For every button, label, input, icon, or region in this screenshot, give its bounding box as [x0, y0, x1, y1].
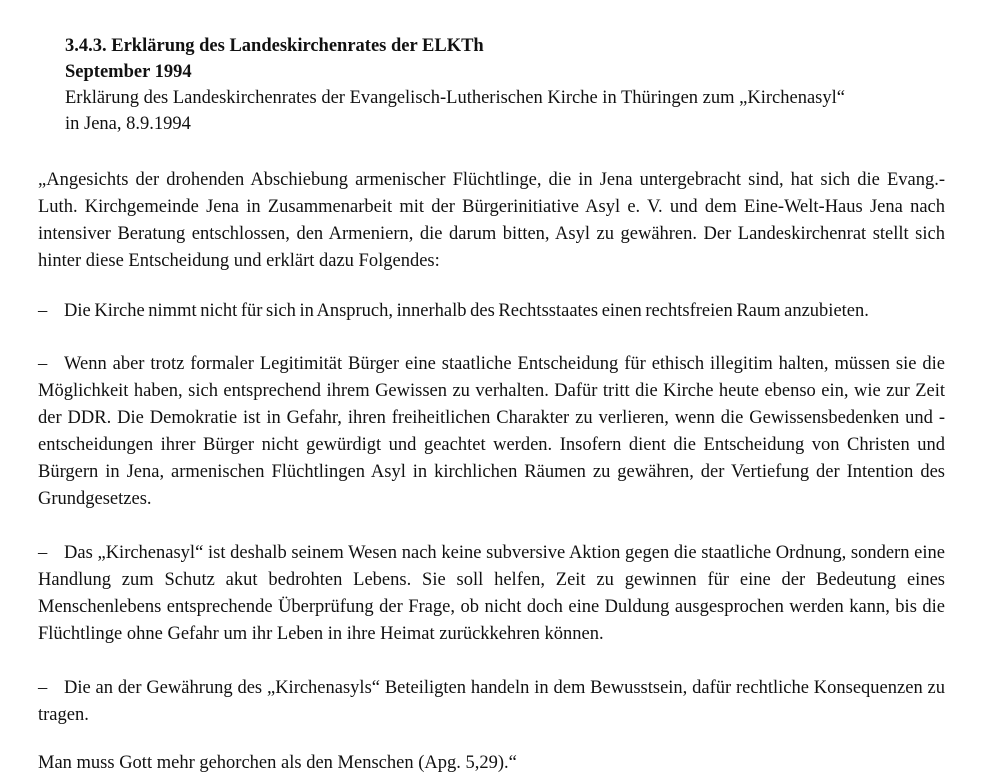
section-subtitle: Erklärung des Landeskirchenrates der Evangelisch-Lutherischen Kirche in Thüringen zum „Kirchenasyl“ — [65, 88, 845, 108]
point-paragraph-2 — [38, 351, 945, 513]
closing-quote: Man muss Gott mehr gehorchen als den Menschen (Apg. 5,29).“ — [38, 753, 517, 773]
point-paragraph-1 — [38, 298, 945, 325]
dash-marker: – — [38, 354, 48, 374]
point-paragraph-4 — [38, 675, 945, 729]
dash-marker: – — [38, 301, 48, 321]
dash-marker: – — [38, 678, 48, 698]
section-heading — [65, 33, 965, 137]
point-text-4: Die an der Gewährung des „Kirchenasyls“ Beteiligten handeln in dem Bewusstsein, dafür rechtliche Konsequenzen zu tragen. — [38, 678, 945, 725]
point-text-1: Die Kirche nimmt nicht für sich in Anspruch, innerhalb des Rechtsstaates einen rechtsfreien Raum anzubieten. — [64, 301, 869, 321]
section-place-date: in Jena, 8.9.1994 — [65, 114, 191, 134]
section-date: September 1994 — [65, 62, 192, 82]
point-text-3: Das „Kirchenasyl“ ist deshalb seinem Wesen nach keine subversive Aktion gegen die staatliche Ordnung, sondern eine Handlung zum Schutz akut bedrohten Lebens. Sie soll helfen, Zeit zu gewinnen für eine der Bedeutung eines Menschenlebens entsprechende Überprüfung der Frage, ob nicht doch eine Duldung ausgesprochen werden kann, bis die Flüchtlinge ohne Gefahr um ihr Leben in ihre Heimat zurückkehren können. — [38, 543, 945, 644]
intro-paragraph: „Angesichts der drohenden Abschiebung armenischer Flüchtlinge, die in Jena untergebracht sind, hat sich die Evang.-Luth. Kirchgemeinde Jena in Zusammenarbeit mit der Bürgerinitiative Asyl e. V. und dem Eine-Welt-Haus Jena nach intensiver Beratung entschlossen, den Armeniern, die darum bitten, Asyl zu gewähren. Der Landeskirchenrat stellt sich hinter diese Entscheidung und erklärt dazu Folgendes: — [38, 170, 945, 271]
section-title: 3.4.3. Erklärung des Landeskirchenrates der ELKTh — [65, 36, 484, 56]
point-text-2: Wenn aber trotz formaler Legitimität Bürger eine staatliche Entscheidung für ethisch illegitim halten, müssen sie die Möglichkeit haben, sich entsprechend ihrem Gewissen zu verhalten. Dafür tritt die Kirche heute ebenso ein, wie zur Zeit der DDR. Die Demokratie ist in Gefahr, ihren freiheitlichen Charakter zu verlieren, wenn die Gewissensbedenken und -entscheidungen ihrer Bürger nicht gewürdigt und geachtet werden. Insofern dient die Entscheidung von Christen und Bürgern in Jena, armenischen Flüchtlingen Asyl in kirchlichen Räumen zu gewähren, der Vertiefung der Intention des Grundgesetzes. — [38, 354, 945, 509]
dash-marker: – — [38, 543, 48, 563]
point-paragraph-3 — [38, 540, 945, 648]
